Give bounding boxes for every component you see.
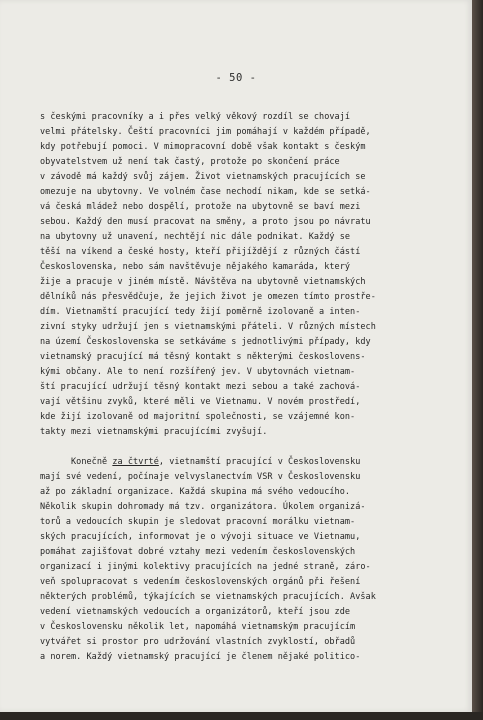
text-line: s českými pracovníky a i přes velký věkový rozdíl se chovají [40, 112, 351, 122]
text-line: vá česká mládež nebo dospělí, protože na ubytovně se baví mezi [40, 202, 361, 212]
text-line: torů a vedoucích skupin je sledovat pracovní morálku vietnam- [40, 517, 356, 527]
underlined-phrase: za čtvrté [112, 457, 159, 467]
text-line: na území Československa se setkáváme s jednotlivými případy, kdy [40, 337, 371, 347]
text-line: vedení vietnamských vedoucích a organizátorů, kteří jsou zde [40, 607, 351, 617]
text-line: veň spolupracovat s vedením československých orgánů při řešení [40, 577, 361, 587]
page-number: - 50 - [215, 72, 257, 84]
text-line: v Československu několik let, napomáhá vietnamským pracujícím [40, 622, 356, 632]
text-span: , vietnamští pracující v Československu [158, 457, 361, 467]
text-line: sebou. Každý den musí pracovat na směny, a proto jsou po návratu [40, 217, 371, 227]
text-line: na ubytovny už unavení, nechtějí nic dále podnikat. Každý se [40, 232, 351, 242]
page-edge-shadow [472, 0, 483, 720]
text-line: organizací i jinými kolektivy pracujících na jedné straně, záro- [40, 562, 371, 572]
text-line: kými občany. Ale to není rozšířený jev. V ubytovnách vietnam- [40, 367, 356, 377]
text-line: kde žijí izolovaně od majoritní společnosti, se vzájemné kon- [40, 412, 356, 422]
page-edge-bottom [0, 712, 483, 720]
text-line: ských pracujících, informovat je o vývoji situace ve Vietnamu, [40, 532, 361, 542]
text-line: až po základní organizace. Každá skupina má svého vedoucího. [40, 487, 351, 497]
text-line: velmi přátelsky. Čeští pracovníci jim pomáhají v každém případě, [40, 127, 371, 137]
text-line: takty mezi vietnamskými pracujícími zvyšují. [40, 427, 268, 437]
text-line: v závodě má každý svůj zájem. Život vietnamských pracujících se [40, 172, 366, 182]
text-line: kdy potřebují pomoci. V mimopracovní době však kontakt s českým [40, 142, 366, 152]
text-line: a norem. Každý vietnamský pracující je členem nějaké politico- [40, 652, 361, 662]
text-line: mají své vedení, počínaje velvyslanectvím VSR v Československu [40, 472, 361, 482]
text-line: dím. Vietnamští pracující tedy žijí poměrně izolovaně a inten- [40, 307, 361, 317]
text-line: vytvářet si prostor pro udržování vlastních zvyklostí, obřadů [40, 637, 356, 647]
text-line: ští pracující udržují těsný kontakt mezi sebou a také zachová- [40, 382, 361, 392]
text-line: žije a pracuje v jiném místě. Návštěva na ubytovně vietnamských [40, 277, 366, 287]
text-line: vietnamský pracující má těsný kontakt s některými českoslovens- [40, 352, 366, 362]
text-line: vají většinu zvyků, které měli ve Vietnamu. V novém prostředí, [40, 397, 361, 407]
text-span: Konečně [40, 457, 113, 467]
paragraph-first-line [40, 456, 360, 468]
text-line: Československa, nebo sám navštěvuje nějakého kamaráda, který [40, 262, 351, 272]
text-line: některých problémů, týkajících se vietnamských pracujících. Avšak [40, 592, 376, 602]
text-line: zivní styky udržují jen s vietnamskými přáteli. V různých místech [40, 322, 376, 332]
text-line: pomáhat zajišťovat dobré vztahy mezi vedením československých [40, 547, 356, 557]
text-line: omezuje na ubytovny. Ve volném čase nechodí nikam, kde se setká- [40, 187, 371, 197]
text-line: obyvatelstvem už není tak častý, protože po skončení práce [40, 157, 340, 167]
text-line: dělníků nás přesvědčuje, že jejich život je omezen tímto prostře- [40, 292, 376, 302]
text-line: těší na víkend a české hosty, kteří přijíždějí z různých částí [40, 247, 361, 257]
text-line: Několik skupin dohromady má tzv. organizátora. Úkolem organizá- [40, 502, 366, 512]
